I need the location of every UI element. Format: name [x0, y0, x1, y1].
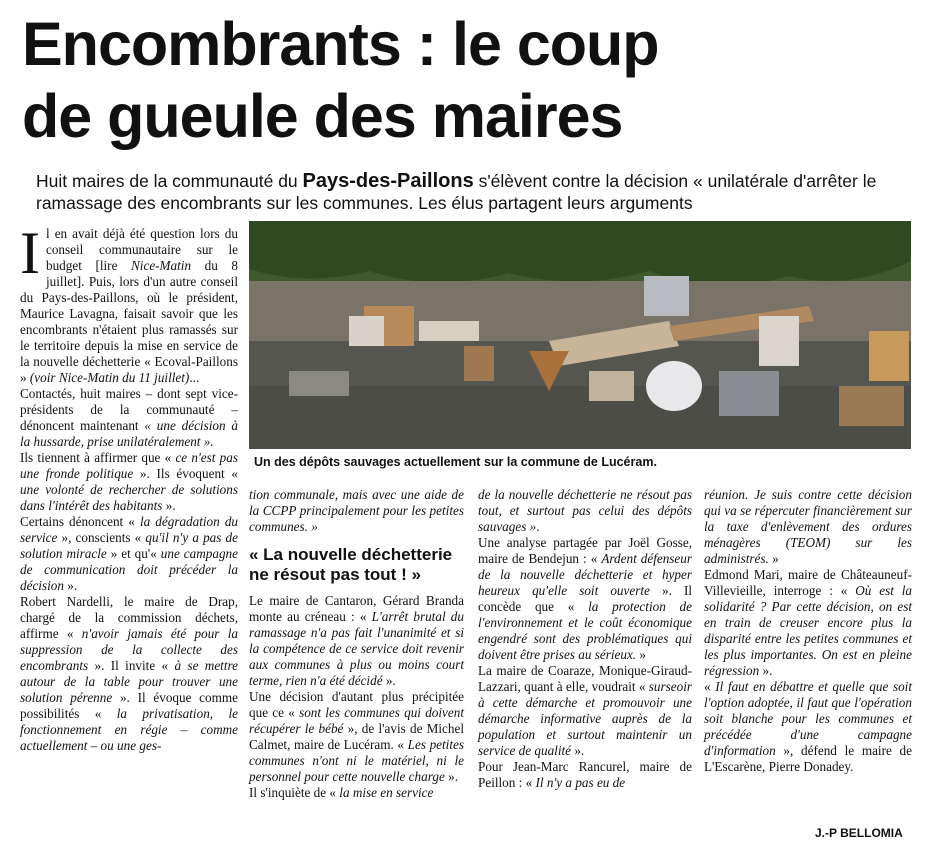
lead-text-end: s'élèvent contre la décision « unilatérale d'arrêter le ramassage des encombrants sur les communes. Les élus partagent leurs arguments: [36, 171, 877, 213]
lead-place-name: Pays-des-Paillons: [302, 170, 474, 192]
paragraph: de la nouvelle déchetterie ne résout pas tout, et surtout pas celui des dépôts sauvages ».: [478, 487, 692, 534]
paragraph: Une analyse partagée par Joël Gosse, maire de Bendejun : « Ardent défenseur de la nouvelle déchetterie et hyper heureux qu'elle soit ouverte ». Il concède que « la protection de l'environnement et le coût économique engendré sont des problématiques qui doivent être prises au sérieux. »: [478, 535, 693, 662]
paragraph: Pour Jean-Marc Rancurel, maire de Peillon : « Il n'y a pas eu de: [478, 759, 692, 790]
drop-cap: I: [20, 220, 40, 286]
paragraph: La maire de Coaraze, Monique-Giraud-Lazzari, quant à elle, voudrait « surseoir à cette démarche et promouvoir une démarche informative auprès de la population et surtout maintenir un service de qualité ».: [478, 663, 692, 758]
photo-illegal-dump: [249, 221, 911, 449]
lead-text-start: Huit maires de la communauté du: [36, 171, 303, 191]
paragraph: Edmond Mari, maire de Châteauneuf-Villevieille, interroge : « Où est la solidarité ? Par cette décision, on est en train de creuser encore plus la disparité entre les petites communes et les plus importantes. On est en pleine régression ».: [704, 567, 913, 678]
paragraph: réunion. Je suis contre cette décision qui va se répercuter financièrement sur la taxe d'enlèvement des ordures ménagères (TEOM) sur les administrés. »: [704, 487, 912, 566]
photo-caption: Un des dépôts sauvages actuellement sur la commune de Lucéram.: [254, 455, 657, 469]
headline-line-1: Encombrants : le coup: [22, 10, 659, 78]
lead-paragraph: [36, 170, 936, 214]
headline-line-2: de gueule des maires: [22, 82, 623, 150]
paragraph: Il en avait déjà été question lors du conseil communautaire sur le budget [lire Nice-Matin du 8 juillet]. Puis, lors d'un autre conseil du Pays-des-Paillons, où le président, Maurice Lavagna, faisait savoir que les encombrants n'étaient plus ramassés sur le territoire depuis la mise en service de la nouvelle déchetterie « Ecoval-Paillons » (voir Nice-Matin du 11 juillet)...: [20, 220, 238, 385]
paragraph: Robert Nardelli, le maire de Drap, chargé de la commission déchets, affirme « n'avoir jamais été pour la suppression de la collecte des encombrants ». Il invite « à se mettre autour de la table pour trouver une solution pérenne ». Il évoque comme possibilités « la privatisation, le fonctionnement en régie – comme actuellement – ou une ges-: [20, 594, 238, 753]
paragraph: « Il faut en débattre et quelle que soit l'option adoptée, il faut que l'opération soit blanche pour les communes et précédée d'une campagne d'information », défend le maire de L'Escarène, Pierre Donadey.: [704, 679, 913, 774]
paragraph: Une décision d'autant plus précipitée que ce « sont les communes qui doivent récupérer le bébé », de l'avis de Michel Calmet, maire de Lucéram. « Les petites communes n'ont ni le matériel, ni le personnel pour cette nouvelle charge ».: [249, 689, 465, 784]
article-column-1: [20, 220, 239, 754]
article-column-2: [249, 487, 464, 801]
paragraph: Contactés, huit maires – dont sept vice-présidents de la communauté – dénoncent maintenant « une décision à la hussarde, prise unilatéralement ».: [20, 386, 238, 449]
paragraph: Ils tiennent à affirmer que « ce n'est pas une fronde politique ». Ils évoquent « une volonté de rechercher de solutions dans l'intérêt des habitants ».: [20, 450, 239, 513]
article-column-3: [478, 487, 692, 791]
photo-illustration: [249, 221, 911, 449]
paragraph: tion communale, mais avec une aide de la CCPP principalement pour les petites communes. »: [249, 487, 464, 534]
author-byline: J.-P BELLOMIA: [815, 826, 903, 840]
headline: [22, 8, 922, 152]
section-subhead: « La nouvelle déchetterie ne résout pas tout ! »: [249, 545, 453, 584]
paragraph: Certains dénoncent « la dégradation du service », conscients « qu'il n'y a pas de solution miracle » et qu'« une campagne de communication doit précéder la décision ».: [20, 514, 239, 593]
article-column-4: [704, 487, 912, 775]
paragraph: Il s'inquiète de « la mise en service: [249, 785, 434, 800]
paragraph: Le maire de Cantaron, Gérard Branda monte au créneau : « L'arrêt brutal du ramassage n'a pas fait l'unanimité et si la compétence de ce service doit revenir aux communes à plus ou moins court terme, rien n'a été décidé ».: [249, 593, 464, 688]
